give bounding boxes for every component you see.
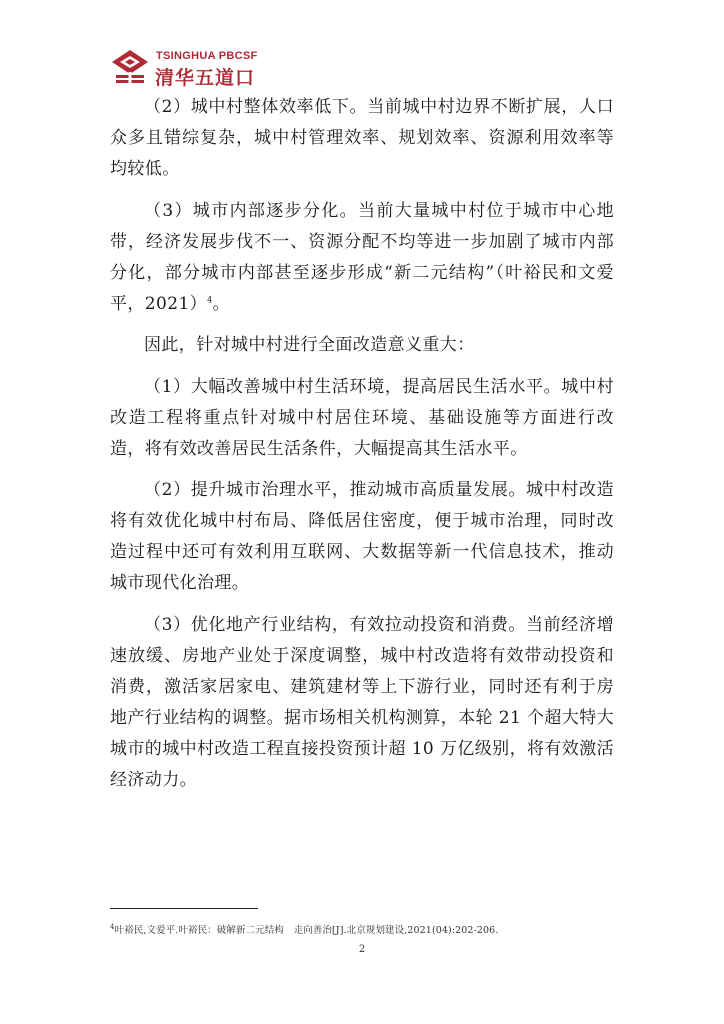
paragraph-investment-consumption: （3）优化地产行业结构，有效拉动投资和消费。当前经济增速放缓、房地产业处于深度调整，城中村改造将有效带动投资和消费，激活家居家电、建筑建材等上下游行业，同时还有利于房地产行业结构的调整。据市场相关机构测算，本轮 21 个超大特大城市的城中村改造工程直接投资预计超 10 万亿级别，将有效激活经济动力。 <box>110 614 614 790</box>
footnote-reference[interactable]: 4 <box>207 294 213 304</box>
tsinghua-pbcsf-logo-icon <box>110 48 150 88</box>
paragraph-living-environment: （1）大幅改善城中村生活环境，提高居民生活水平。城中村改造工程将重点针对城中村居住环境、基础设施等方面进行改造，将有效改善居民生活条件，大幅提高其生活水平。 <box>110 376 614 459</box>
footnote <box>110 922 498 936</box>
paragraph-efficiency: （2）城中村整体效率低下。当前城中村边界不断扩展，人口众多且错综复杂，城中村管理效率、规划效率、资源利用效率等均较低。 <box>110 97 614 179</box>
footnote-text: 叶裕民,文爱平.叶裕民：破解新二元结构 走向善治[J].北京规划建设,2021(04):202-206. <box>114 925 499 936</box>
paragraph-significance-intro: 因此，针对城中村进行全面改造意义重大： <box>144 335 475 355</box>
page-number: 2 <box>358 944 366 955</box>
logo-english-name: TSINGHUA PBCSF <box>156 50 258 62</box>
logo-chinese-name: 清华五道口 <box>155 67 256 89</box>
paragraph-urban-governance: （2）提升城市治理水平，推动城市高质量发展。城中村改造将有效优化城中村布局、降低居住密度，便于城市治理，同时改造过程中还可有效利用互联网、大数据等新一代信息技术，推动城市现代化治理。 <box>110 480 614 593</box>
paragraph-differentiation: （3）城市内部逐步分化。当前大量城中村位于城市中心地带，经济发展步伐不一、资源分配不均等进一步加剧了城市内部分化，部分城市内部甚至逐步形成“新二元结构”（叶裕民和文爱平，2021）$^4$。 <box>110 200 614 314</box>
footnote-divider <box>110 908 258 909</box>
document-body <box>110 92 614 806</box>
footnote-marker: 4 <box>110 922 115 931</box>
